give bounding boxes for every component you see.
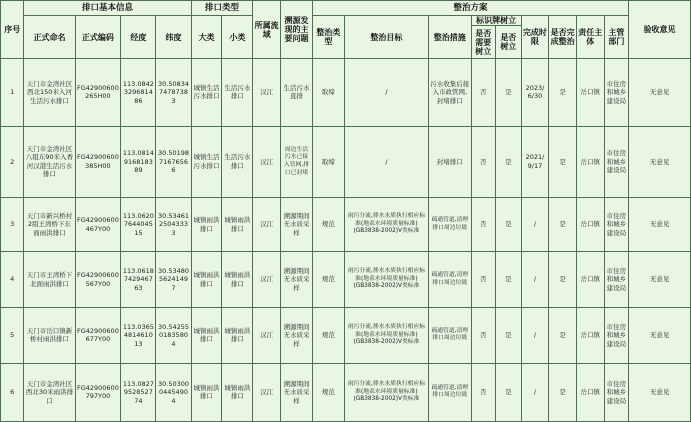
cell-plan-type: 规范 <box>312 363 344 421</box>
cell-basin: 汉江 <box>253 59 281 127</box>
cell-name: 天门市岳口镇新桥村雨洪排口 <box>24 308 75 364</box>
header-minor: 小类 <box>222 16 253 59</box>
cell-done: 是 <box>549 126 577 198</box>
cell-sign-need: 否 <box>471 363 495 421</box>
cell-code: FG42900600677Y00 <box>75 308 121 364</box>
cell-major: 城镇雨洪排口 <box>191 308 222 364</box>
cell-deadline: / <box>521 308 549 364</box>
cell-dept: 市住房和城乡建设局 <box>604 198 629 252</box>
cell-name: 天门市金湾社区西北150米入河生活污水排口 <box>24 59 75 127</box>
cell-target: 雨污分流,排水水质执行相应标准(地表水环境质量标准)(GB3838-2002)V类标准 <box>344 363 428 421</box>
cell-measure: 疏通管道,清理排口周边垃圾 <box>428 198 471 252</box>
cell-basin: 汉江 <box>253 198 281 252</box>
cell-issue: 溯源期间无水质采样 <box>281 308 313 364</box>
header-major: 大类 <box>191 16 222 59</box>
cell-issue: 溯源期间无水质采样 <box>281 198 313 252</box>
header-issue: 溯源发现的主要问题 <box>281 1 313 59</box>
cell-sign-done: 是 <box>496 363 522 421</box>
header-basin: 所属流域 <box>253 1 281 59</box>
cell-target: 雨污分流,排水水质执行相应标准(地表水环境质量标准)(GB3838-2002)V类标准 <box>344 308 428 364</box>
cell-owner: 岳口镇 <box>576 252 604 308</box>
table-row <box>1 59 691 127</box>
cell-major: 城镇雨洪排口 <box>191 252 222 308</box>
table-row <box>1 363 691 421</box>
cell-name: 天门市新兴桥村2组王湾桥下东面雨洪排口 <box>24 198 75 252</box>
cell-measure: 污水收集后接入市政管网,封堵排口 <box>428 59 471 127</box>
cell-minor: 城镇雨洪排口 <box>222 363 253 421</box>
cell-plan-type: 规范 <box>312 198 344 252</box>
cell-name: 天门市金湾社区八组东90米入香河汉港生活污水排口 <box>24 126 75 198</box>
cell-sign-done: 是 <box>496 198 522 252</box>
header-measure: 整治措施 <box>428 16 471 59</box>
cell-sign-need: 否 <box>471 59 495 127</box>
cell-lon: 113.0618742946763 <box>121 252 156 308</box>
header-seq: 序号 <box>1 1 24 59</box>
header-owner: 责任主体 <box>576 16 604 59</box>
cell-name: 天门市王湾桥下北面雨洪排口 <box>24 252 75 308</box>
cell-code: FG42900600265H00 <box>75 59 121 127</box>
cell-target: / <box>344 126 428 198</box>
cell-dept: 市住房和城乡建设局 <box>604 308 629 364</box>
header-row-2 <box>1 16 691 26</box>
cell-plan-type: 取缔 <box>312 59 344 127</box>
header-plan: 整治方案 <box>312 1 628 16</box>
cell-sign-need: 否 <box>471 198 495 252</box>
cell-lat: 30.5030004454904 <box>156 363 191 421</box>
cell-basin: 汉江 <box>253 252 281 308</box>
cell-owner: 岳口镇 <box>576 363 604 421</box>
header-sign-need: 是否需要树立 <box>471 26 495 59</box>
header-name: 正式命名 <box>24 16 75 59</box>
cell-sign-done: 是 <box>496 126 522 198</box>
cell-basin: 汉江 <box>253 363 281 421</box>
cell-measure: 疏通管道,清理排口周边垃圾 <box>428 308 471 364</box>
header-sign: 标识牌树立 <box>471 16 521 26</box>
cell-seq: 5 <box>1 308 24 364</box>
table-row <box>1 308 691 364</box>
cell-plan-type: 取缔 <box>312 126 344 198</box>
table-row <box>1 198 691 252</box>
cell-seq: 3 <box>1 198 24 252</box>
cell-sign-done: 是 <box>496 59 522 127</box>
cell-owner: 岳口镇 <box>576 198 604 252</box>
cell-plan-type: 规范 <box>312 252 344 308</box>
cell-deadline: / <box>521 363 549 421</box>
cell-seq: 4 <box>1 252 24 308</box>
cell-accept: 无意见 <box>629 363 691 421</box>
cell-sign-need: 否 <box>471 252 495 308</box>
cell-deadline: 2023/6/30 <box>521 59 549 127</box>
cell-deadline: 2021/9/17 <box>521 126 549 198</box>
cell-dept: 市住房和城乡建设局 <box>604 126 629 198</box>
header-dept: 主管部门 <box>604 16 629 59</box>
cell-lat: 30.5348056241497 <box>156 252 191 308</box>
cell-lat: 30.5083474787383 <box>156 59 191 127</box>
cell-deadline: / <box>521 252 549 308</box>
cell-plan-type: 规范 <box>312 308 344 364</box>
cell-done: 是 <box>549 308 577 364</box>
cell-major: 城镇生活污水排口 <box>191 59 222 127</box>
header-row-1 <box>1 1 691 16</box>
cell-dept: 市住房和城乡建设局 <box>604 363 629 421</box>
cell-major: 城镇雨洪排口 <box>191 363 222 421</box>
cell-owner: 岳口镇 <box>576 126 604 198</box>
header-deadline: 完成时限 <box>521 16 549 59</box>
cell-accept: 无意见 <box>629 59 691 127</box>
header-accept: 验收意见 <box>629 1 691 59</box>
header-lat: 纬度 <box>156 16 191 59</box>
cell-accept: 无意见 <box>629 308 691 364</box>
cell-issue: 溯源期间无水质采样 <box>281 252 313 308</box>
cell-accept: 无意见 <box>629 252 691 308</box>
cell-minor: 城镇雨洪排口 <box>222 252 253 308</box>
cell-accept: 无意见 <box>629 198 691 252</box>
table-row <box>1 252 691 308</box>
cell-measure: 封堵排口 <box>428 126 471 198</box>
cell-issue: 生活污水直排 <box>281 59 313 127</box>
cell-major: 城镇生活污水排口 <box>191 126 222 198</box>
header-code: 正式编码 <box>75 16 121 59</box>
cell-major: 城镇雨洪排口 <box>191 198 222 252</box>
header-plan-type: 整治类型 <box>312 16 344 59</box>
cell-owner: 岳口镇 <box>576 308 604 364</box>
cell-minor: 城镇雨洪排口 <box>222 198 253 252</box>
cell-done: 是 <box>549 252 577 308</box>
cell-sign-need: 否 <box>471 126 495 198</box>
cell-minor: 生活污水排口 <box>222 126 253 198</box>
header-done: 是否完成整治 <box>549 16 577 59</box>
cell-lon: 113.0827952852774 <box>121 363 156 421</box>
table-row <box>1 126 691 198</box>
cell-name: 天门市金湾社区西北30米雨洪排口 <box>24 363 75 421</box>
cell-done: 是 <box>549 198 577 252</box>
cell-measure: 疏通管道,清理排口周边垃圾 <box>428 363 471 421</box>
cell-done: 是 <box>549 363 577 421</box>
cell-target: / <box>344 59 428 127</box>
cell-accept: 无意见 <box>629 126 691 198</box>
cell-dept: 市住房和城乡建设局 <box>604 59 629 127</box>
cell-seq: 6 <box>1 363 24 421</box>
header-outlet-type: 排口类型 <box>191 1 253 16</box>
cell-lon: 113.0842329681486 <box>121 59 156 127</box>
cell-code: FG42900600567Y00 <box>75 252 121 308</box>
cell-dept: 市住房和城乡建设局 <box>604 252 629 308</box>
cell-target: 雨污分流,排水水质执行相应标准(地表水环境质量标准)(GB3838-2002)V类标准 <box>344 198 428 252</box>
cell-code: FG42900600385H00 <box>75 126 121 198</box>
cell-measure: 疏通管道,清理排口周边垃圾 <box>428 252 471 308</box>
cell-target: 雨污分流,排水水质执行相应标准(地表水环境质量标准)(GB3838-2002)V类标准 <box>344 252 428 308</box>
cell-seq: 2 <box>1 126 24 198</box>
cell-lon: 113.0365481461013 <box>121 308 156 364</box>
cell-done: 是 <box>549 59 577 127</box>
cell-sign-done: 是 <box>496 252 522 308</box>
cell-lat: 30.5425501835804 <box>156 308 191 364</box>
cell-basin: 汉江 <box>253 126 281 198</box>
cell-issue: 周边生活污水已接入管网,排口已封堵 <box>281 126 313 198</box>
header-lon: 经度 <box>121 16 156 59</box>
header-sign-done: 是否树立 <box>496 26 522 59</box>
cell-sign-need: 否 <box>471 308 495 364</box>
cell-seq: 1 <box>1 59 24 127</box>
cell-basin: 汉江 <box>253 308 281 364</box>
cell-issue: 溯源期间无水质采样 <box>281 363 313 421</box>
cell-lon: 113.0620764404515 <box>121 198 156 252</box>
cell-sign-done: 是 <box>496 308 522 364</box>
cell-lon: 113.0814916818389 <box>121 126 156 198</box>
cell-code: FG42900600797Y00 <box>75 363 121 421</box>
cell-minor: 生活污水排口 <box>222 59 253 127</box>
cell-code: FG42900600467Y00 <box>75 198 121 252</box>
cell-owner: 岳口镇 <box>576 59 604 127</box>
header-target: 整治目标 <box>344 16 428 59</box>
cell-minor: 城镇雨洪排口 <box>222 308 253 364</box>
cell-lat: 30.5346125043333 <box>156 198 191 252</box>
cell-deadline: / <box>521 198 549 252</box>
header-outlet-info: 排口基本信息 <box>24 1 191 16</box>
cell-lat: 30.5019871676566 <box>156 126 191 198</box>
